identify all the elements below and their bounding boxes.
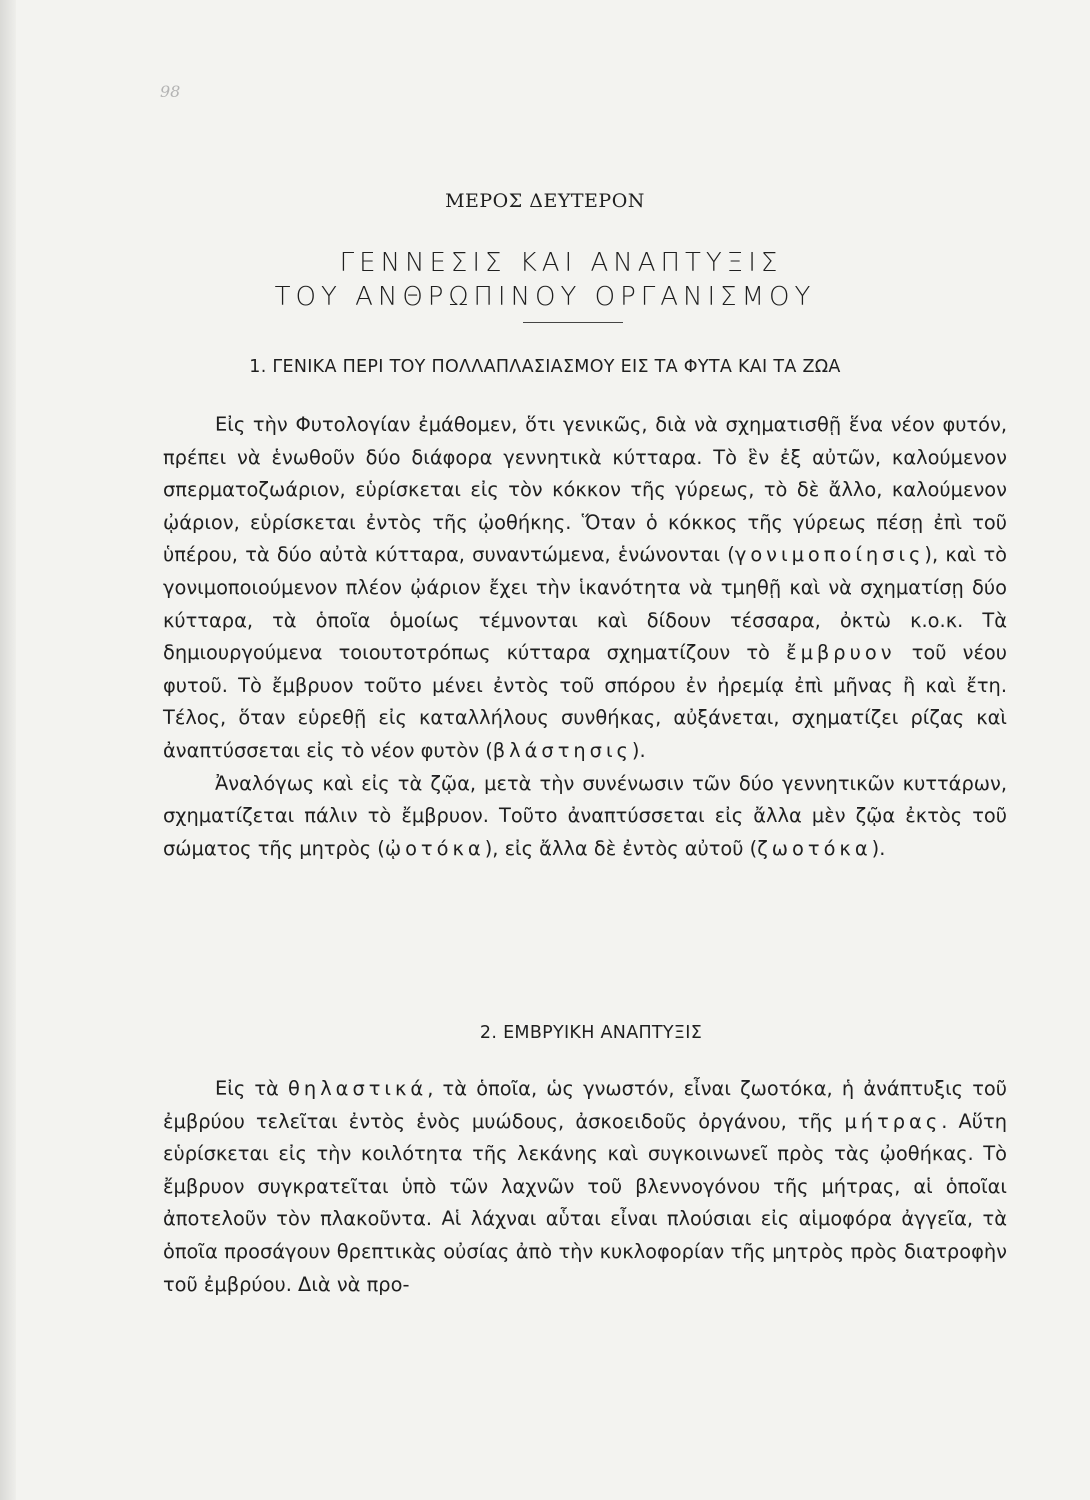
spaced-term: γονιμοποίησις [734, 543, 925, 567]
main-title-line2: ΤΟΥ ΑΝΘΡΩΠΙΝΟΥ ΟΡΓΑΝΙΣΜΟΥ [274, 282, 816, 312]
spaced-term: ἔμβρυον [786, 641, 896, 665]
text-run: Εἰς τὴν Φυτολογίαν ἐμάθομεν, ὅτι γενικῶς, διὰ νὰ σχηματισθῇ ἕνα νέον φυτόν, πρέπει νὰ ἑνωθοῦν δύο διάφορα γεννητικὰ κύτταρα. Τὸ ἓν ἐξ αὐτῶν, καλούμενον σπερματοζωάριον, εὑρίσκεται εἰς τὸν κόκκον τῆς γύρεως, τὸ δὲ ἄλλο, καλούμενον ᾠάριον, εὑρίσκεται ἐντὸς τῆς ᾠοθήκης. Ὅταν ὁ κόκκος τῆς γύρεως πέσῃ ἐπὶ τοῦ ὑπέρου, τὰ δύο αὐτὰ κύτταρα, συναντώμενα, ἑνώνονται ( [163, 413, 1007, 567]
title-divider [523, 322, 623, 323]
text-run: . Αὕτη εὑρίσκεται εἰς τὴν κοιλότητα τῆς λεκάνης καὶ συγκοινωνεῖ πρὸς τὰς ᾠοθήκας. Τὸ ἔμβρυον συγκρατεῖται ὑπὸ τῶν λαχνῶν τοῦ βλεννογόνου τῆς μήτρας, αἱ ὁποῖαι ἀποτελοῦν τὸν πλακοῦντα. Αἱ λάχναι αὗται εἶναι πλούσιαι εἰς αἱμοφόρα ἀγγεῖα, τὰ ὁποῖα προσάγουν θρεπτικὰς οὐσίας ἀπὸ τὴν κυκλοφορίαν τῆς μητρὸς πρὸς διατροφὴν τοῦ ἐμβρύου. Διὰ νὰ προ- [163, 1109, 1007, 1296]
main-title-line1: ΓΕΝΝΕΣΙΣ ΚΑΙ ΑΝΑΠΤΥΞΙΣ [339, 248, 783, 278]
text-run: τοῦ νέου φυτοῦ. Τὸ ἔμβρυον τοῦτο μένει ἐντὸς τοῦ σπόρου ἐν ἠρεμίᾳ ἐπὶ μῆνας ἢ καὶ ἔτη. Τέλος, ὅταν εὑρεθῇ εἰς καταλλήλους συνθήκας, αὐξάνεται, σχηματίζει ρίζας καὶ ἀναπτύσσεται εἰς τὸ νέον φυτὸν ( [163, 641, 1008, 762]
text-run: , τὰ ὁποῖα, ὡς γνωστόν, εἶναι ζωοτόκα, ἡ ἀνάπτυξις τοῦ ἐμβρύου τελεῖται ἐντὸς ἑνὸς μυώδους, ἀσκοειδοῦς ὀργάνου, τῆς [163, 1077, 1007, 1133]
spaced-term: μήτρας [844, 1109, 942, 1133]
text-run: ), εἰς ἄλλα δὲ ἐντὸς αὐτοῦ ( [484, 836, 758, 860]
part-title: ΜΕΡΟΣ ΔΕΥΤΕΡΟΝ [445, 190, 645, 212]
page-edge [0, 0, 16, 1500]
section1-paragraph2 [163, 768, 1007, 866]
page-number: 98 [160, 82, 181, 101]
section1-body [163, 409, 1007, 865]
text-run: ). [871, 836, 886, 860]
text-run: Εἰς τὰ [215, 1077, 279, 1100]
section1-paragraph1 [163, 409, 1007, 768]
section2-paragraph1 [163, 1073, 1007, 1301]
text-run: ), καὶ τὸ γονιμοποιούμενον πλέον ᾠάριον ἔχει τὴν ἱκανότητα νὰ τμηθῇ καὶ νὰ σχηματίσῃ δύο κύτταρα, τὰ ὁποῖα ὁμοίως τέμνονται καὶ δίδουν τέσσαρα, ὀκτὼ κ.ο.κ. Τὰ δημιουργούμενα τοιουτοτρόπως κύτταρα σχηματίζουν τὸ [163, 543, 1007, 665]
spaced-term: βλάστησις [492, 738, 632, 762]
section1-heading: 1. ΓΕΝΙΚΑ ΠΕΡΙ ΤΟΥ ΠΟΛΛΑΠΛΑΣΙΑΣΜΟΥ ΕΙΣ ΤΑ ΦΥΤΑ ΚΑΙ ΤΑ ΖΩΑ [249, 357, 841, 377]
text-run: Ἀναλόγως καὶ εἰς τὰ ζῷα, μετὰ τὴν συνένωσιν τῶν δύο γεννητικῶν κυττάρων, σχηματίζεται πάλιν τὸ ἔμβρυον. Τοῦτο ἀναπτύσσεται εἰς ἄλλα μὲν ζῷα ἐκτὸς τοῦ σώματος τῆς μητρὸς ( [163, 771, 1007, 860]
section2-body [163, 1073, 1007, 1301]
spaced-term: θηλαστικά [288, 1077, 428, 1100]
spaced-term: ζωοτόκα [757, 836, 872, 860]
section2-heading: 2. ΕΜΒΡΥΙΚΗ ΑΝΑΠΤΥΞΙΣ [479, 1023, 703, 1043]
spaced-term: ᾠοτόκα [384, 836, 485, 860]
text-run: ). [631, 738, 646, 762]
